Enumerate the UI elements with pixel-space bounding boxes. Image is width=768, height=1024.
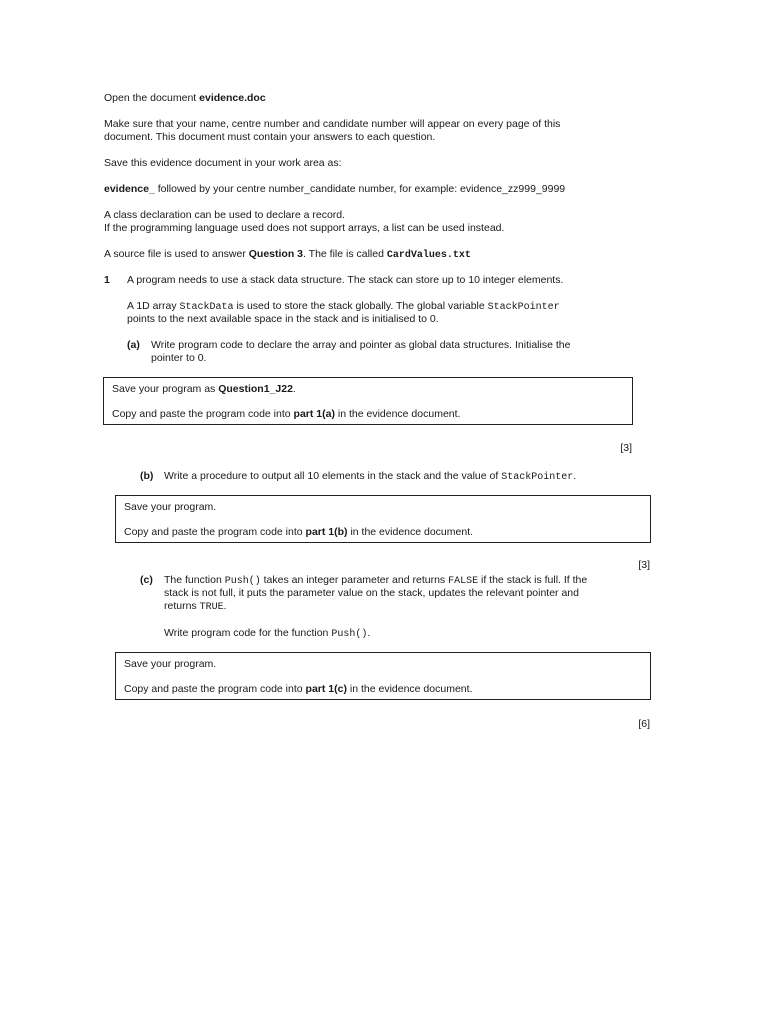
part-b-save-instruction: Save your program. (124, 501, 217, 513)
part-c-label: (c) (140, 574, 153, 586)
part-c-instruction-line-2: stack is not full, it puts the parameter value on the stack, updates the relevant pointer and (164, 587, 579, 599)
part-b-evidence-box (115, 495, 651, 543)
question-1-intro: A program needs to use a stack data structure. The stack can store up to 10 integer elements. (127, 274, 564, 286)
part-c-instruction-line-1: The function Push() takes an integer parameter and returns FALSE if the stack is full. If the (164, 574, 588, 587)
part-c-copy-instruction: Copy and paste the program code into part 1(c) in the evidence document. (124, 683, 473, 695)
make-sure-line-1: Make sure that your name, centre number and candidate number will appear on every page of this (104, 118, 561, 130)
array-description-line-1: A 1D array StackData is used to store the stack globally. The global variable StackPointer (127, 300, 560, 313)
source-filename: CardValues.txt (386, 250, 471, 261)
part-b-label: (b) (140, 470, 154, 482)
part-c-instruction-line-3: returns TRUE. (164, 600, 227, 613)
part-b-copy-instruction: Copy and paste the program code into part 1(b) in the evidence document. (124, 526, 474, 538)
question-number: 1 (104, 274, 110, 286)
class-declaration-note: A class declaration can be used to declare a record. (104, 209, 346, 221)
evidence-naming-rule: evidence_ followed by your centre number_candidate number, for example: evidence_zz999_9999 (104, 183, 566, 195)
part-a-label: (a) (127, 339, 140, 351)
array-description-line-2: points to the next available space in the stack and is initialised to 0. (127, 313, 439, 325)
part-a-copy-instruction: Copy and paste the program code into part 1(a) in the evidence document. (112, 408, 461, 420)
part-a-instruction-line-2: pointer to 0. (151, 352, 207, 364)
save-as-instruction: Save this evidence document in your work area as: (104, 157, 342, 169)
part-c-marks: [6] (638, 717, 650, 730)
part-a-marks: [3] (620, 441, 632, 454)
part-a-instruction-line-1: Write program code to declare the array and pointer as global data structures. Initialise the (151, 339, 571, 351)
open-document-instruction: Open the document evidence.doc (104, 92, 266, 104)
source-file-note: A source file is used to answer Question 3. The file is called CardValues.txt (104, 248, 471, 261)
part-c-evidence-box (115, 652, 651, 700)
part-a-evidence-box (103, 377, 633, 425)
list-instead-note: If the programming language used does not support arrays, a list can be used instead. (104, 222, 505, 234)
part-a-save-instruction: Save your program as Question1_J22. (112, 383, 296, 395)
make-sure-line-2: document. This document must contain your answers to each question. (104, 131, 436, 143)
part-c-write-instruction: Write program code for the function Push(). (164, 627, 371, 640)
part-b-instruction: Write a procedure to output all 10 elements in the stack and the value of StackPointer. (164, 470, 577, 483)
part-c-save-instruction: Save your program. (124, 658, 217, 670)
evidence-filename: evidence.doc (199, 92, 266, 104)
part-b-marks: [3] (638, 558, 650, 571)
